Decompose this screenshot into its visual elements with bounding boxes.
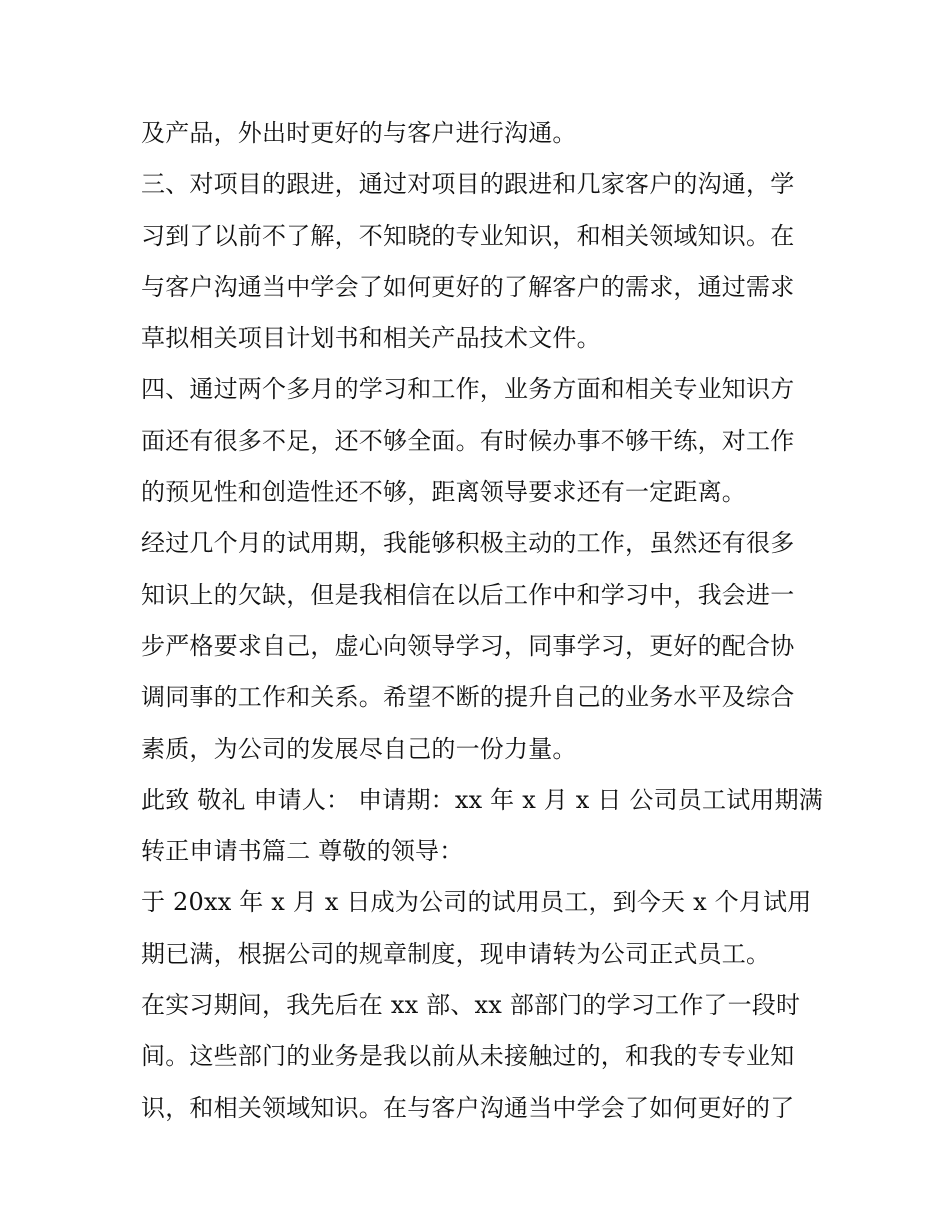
text-line: 步严格要求自己，虚心向领导学习，同事学习，更好的配合协	[141, 631, 795, 660]
text-line: 期已满，根据公司的规章制度，现申请转为公司正式员工。	[141, 939, 771, 968]
text-line: 的预见性和创造性还不够，距离领导要求还有一定距离。	[141, 478, 746, 507]
text-line: 及产品，外出时更好的与客户进行沟通。	[141, 119, 577, 147]
text-line: 在实习期间，我先后在 xx 部、xx 部部门的学习工作了一段时	[141, 991, 801, 1020]
text-line: 调同事的工作和关系。希望不断的提升自己的业务水平及综合	[141, 683, 795, 712]
body-text	[141, 108, 821, 1134]
text-line: 转正申请书篇二 尊敬的领导：	[141, 837, 464, 866]
text-line: 与客户沟通当中学会了如何更好的了解客户的需求，通过需求	[141, 272, 795, 301]
text-line: 习到了以前不了解，不知晓的专业知识，和相关领域知识。在	[141, 221, 795, 250]
text-line: 经过几个月的试用期，我能够积极主动的工作，虽然还有很多	[141, 529, 795, 558]
text-line: 面还有很多不足，还不够全面。有时候办事不够干练，对工作	[141, 426, 795, 455]
text-line: 间。这些部门的业务是我以前从未接触过的，和我的专专业知	[141, 1042, 795, 1071]
text-line: 草拟相关项目计划书和相关产品技术文件。	[141, 324, 601, 353]
text-line: 识，和相关领域知识。在与客户沟通当中学会了如何更好的了	[141, 1093, 795, 1122]
text-line: 素质，为公司的发展尽自己的一份力量。	[141, 734, 577, 763]
text-line: 四、通过两个多月的学习和工作，业务方面和相关专业知识方	[141, 375, 795, 404]
text-line: 此致 敬礼 申请人： 申请期：xx 年 x 月 x 日 公司员工试用期满	[141, 785, 823, 814]
text-line: 知识上的欠缺，但是我相信在以后工作中和学习中，我会进一	[141, 580, 795, 609]
text-line: 于 20xx 年 x 月 x 日成为公司的试用员工，到今天 x 个月试用	[141, 888, 812, 917]
text-line: 三、对项目的跟进，通过对项目的跟进和几家客户的沟通，学	[141, 170, 795, 199]
